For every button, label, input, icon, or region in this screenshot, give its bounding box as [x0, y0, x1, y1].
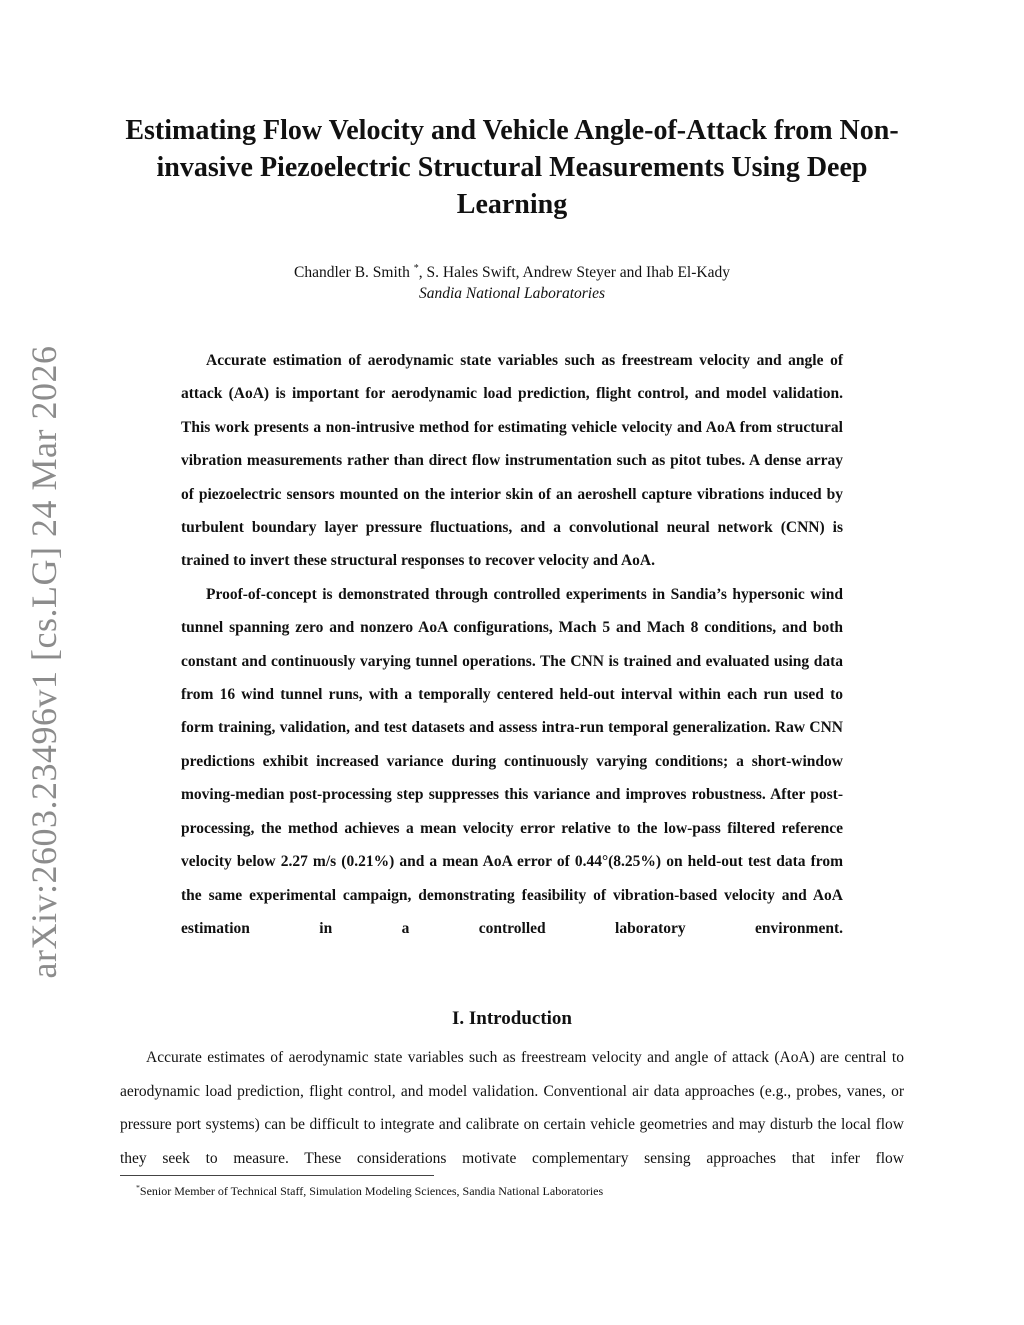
abstract: [181, 344, 843, 945]
footnote-text: Senior Member of Technical Staff, Simulation Modeling Sciences, Sandia National Laboratories: [139, 1184, 604, 1198]
affiliation: Sandia National Laboratories: [418, 285, 606, 303]
footnote-mark: *: [136, 1183, 140, 1192]
author-footnote-mark: *: [413, 263, 419, 274]
first-author: Chandler B. Smith: [294, 264, 410, 282]
footnote-divider: [120, 1175, 434, 1176]
author-block: [0, 258, 1024, 304]
footnote: [136, 1180, 603, 1199]
abstract-paragraph-1: Accurate estimation of aerodynamic state variables such as freestream velocity and angle of attack (AoA) is important for aerodynamic load prediction, flight control, and model validation. This work presents a non-intrusive method for estimating vehicle velocity and AoA from structural vibration measurements rather than direct flow instrumentation such as pitot tubes. A dense array of piezoelectric sensors mounted on the interior skin of an aeroshell capture vibrations induced by turbulent boundary layer pressure fluctuations, and a convolutional neural network (CNN) is trained to invert these structural responses to recover velocity and AoA.: [181, 352, 843, 570]
author-line: [0, 258, 1024, 283]
coauthors: , S. Hales Swift, Andrew Steyer and Ihab El-Kady: [418, 264, 730, 282]
introduction-paragraph: Accurate estimates of aerodynamic state variables such as freestream velocity and angle of attack (AoA) are central to aerodynamic load prediction, flight control, and model validation. Conventional air data approaches (e.g., probes, vanes, or pressure port systems) can be difficult to integrate and calibrate on certain vehicle geometries and may disturb the local flow they seek to measure. These considerations motivate complementary sensing approaches that infer flow: [120, 1049, 904, 1167]
abstract-paragraph-2: Proof-of-concept is demonstrated through controlled experiments in Sandia’s hypersonic wind tunnel spanning zero and nonzero AoA configurations, Mach 5 and Mach 8 conditions, and both constant and continuously varying tunnel operations. The CNN is trained and evaluated using data from 16 wind tunnel runs, with a temporally centered held-out interval within each run used to form training, validation, and test datasets and assess intra-run temporal generalization. Raw CNN predictions exhibit increased variance during continuously varying conditions; a short-window moving-median post-processing step suppresses this variance and improves robustness. After post-processing, the method achieves a mean velocity error relative to the low-pass filtered reference velocity below 2.27 m/s (0.21%) and a mean AoA error of 0.44°(8.25%) on held-out test data from the same experimental campaign, demonstrating feasibility of vibration-based velocity and AoA estimation in a controlled laboratory environment.: [181, 585, 843, 937]
paper-title: Estimating Flow Velocity and Vehicle Angle-of-Attack from Non-invasive Piezoelectric Structural Measurements Using Deep Learning: [125, 115, 899, 220]
section-heading-introduction: I. Introduction: [451, 1008, 572, 1029]
arxiv-identifier: arXiv:2603.23496v1 [cs.LG] 24 Mar 2026: [24, 345, 64, 979]
